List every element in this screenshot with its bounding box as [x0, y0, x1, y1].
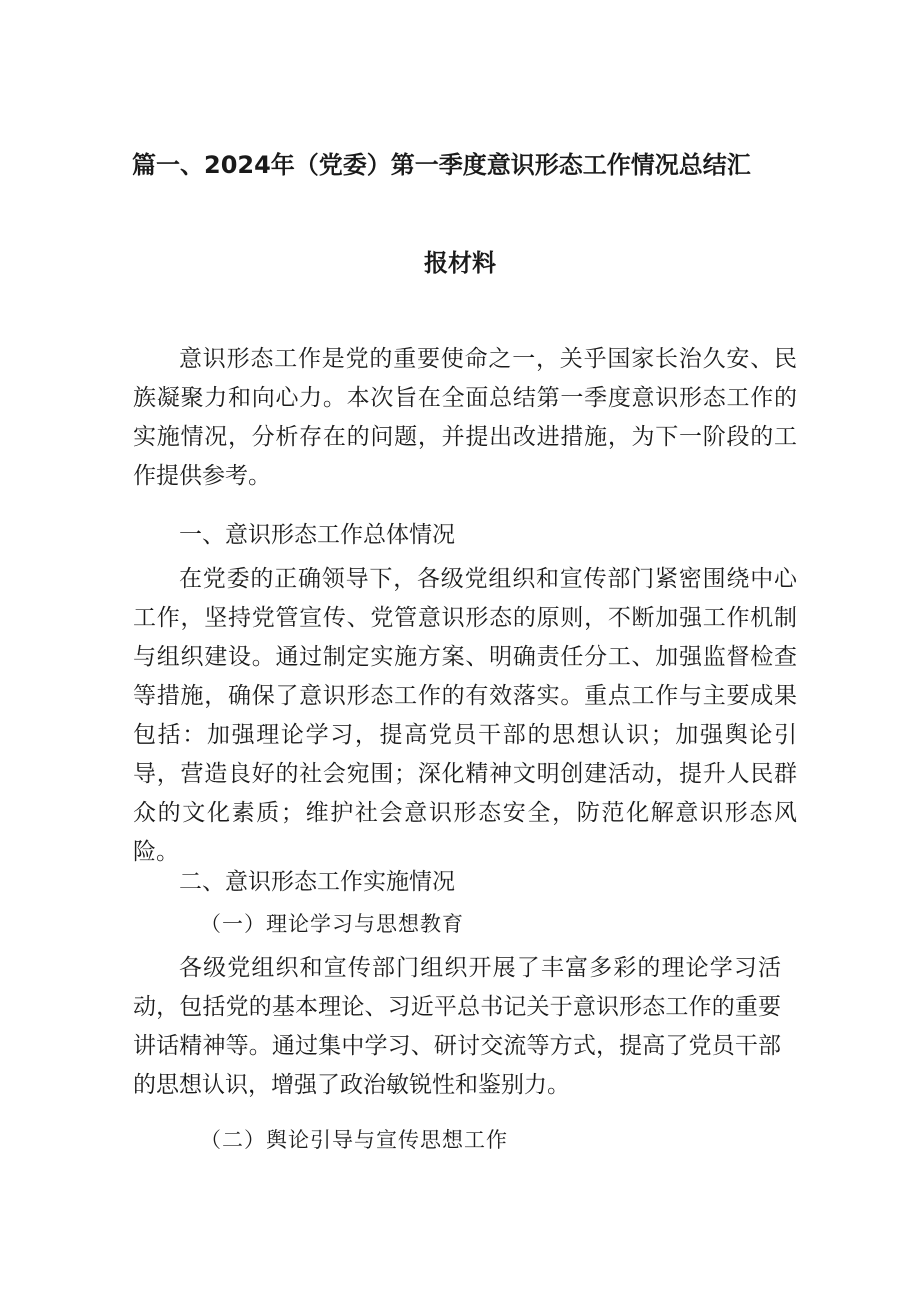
- subsection-1-heading: （一）理论学习与思想教育: [200, 912, 464, 936]
- document-title-line-1: 篇一、2024年（党委）第一季度意识形态工作情况总结汇: [132, 151, 751, 179]
- subsection-2-heading: （二）舆论引导与宣传思想工作: [200, 1128, 508, 1152]
- section-1-paragraph: 在党委的正确领导下，各级党组织和宣传部门紧密围绕中心工作，坚持党管宣传、党管意识形态的原则，不断加强工作机制与组织建设。通过制定实施方案、明确责任分工、加强监督检查等措施，确保了意识形态工作的有效落实。重点工作与主要成果包括：加强理论学习，提高党员干部的思想认识；加强舆论引导，营造良好的社会宛围；深化精神文明创建活动，提升人民群众的文化素质；维护社会意识形态安全，防范化解意识形态风险。: [133, 566, 797, 865]
- subsection-1-paragraph: 各级党组织和宣传部门组织开展了丰富多彩的理论学习活动，包括党的基本理论、习近平总书记关于意识形态工作的重要讲话精神等。通过集中学习、研讨交流等方式，提高了党员干部的思想认识，增强了政治敏锐性和鉴别力。: [133, 955, 781, 1098]
- section-1-heading: 一、意识形态工作总体情况: [179, 522, 455, 548]
- document-title-line-2: 报材料: [424, 249, 496, 277]
- section-2-heading: 二、意识形态工作实施情况: [179, 869, 455, 895]
- intro-paragraph: 意识形态工作是党的重要使命之一，关乎国家长治久安、民族凝聚力和向心力。本次旨在全面总结第一季度意识形态工作的实施情况，分析存在的问题，并提出改进措施，为下一阶段的工作提供参考。: [133, 346, 797, 489]
